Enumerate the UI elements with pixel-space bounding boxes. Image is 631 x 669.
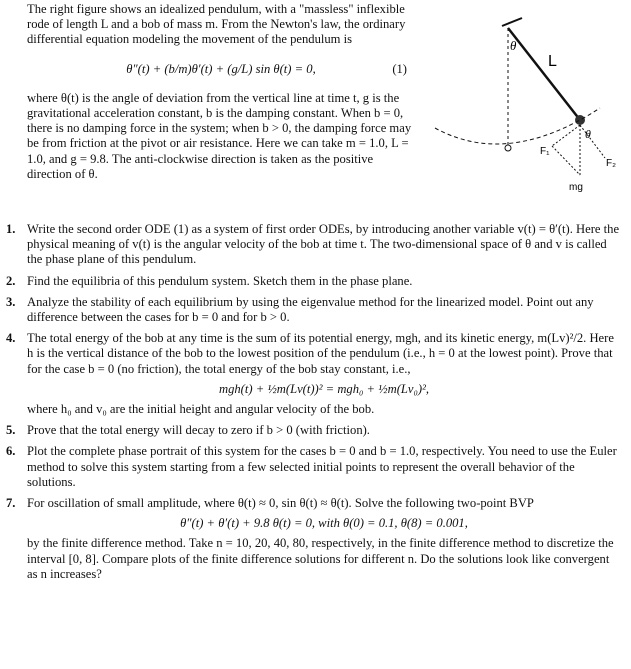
question-item xyxy=(0,423,631,438)
intro-section xyxy=(27,2,415,182)
intro-paragraph-2: where θ(t) is the angle of deviation from the vertical line at time t, g is the gravitational acceleration constant, b is the damping constant. When b = 0, there is no damping force in the system; when b > 0, the damping force may be from friction at the pivot or air resistance. Here we can take m = 1.0, L = 1.0, and g = 9.8. The anti-clockwise direction is taken as the positive direction of θ. xyxy=(27,90,412,181)
question-text: The total energy of the bob at any time is the sum of its potential energy, mgh, and its kinetic energy, m(Lv)²/2. Here h is the vertical distance of the bob to the lowest position of the pendulum (i.e., h = 0 at the lowest point). Prove that for the case b = 0 (no friction), the total energy of the bob stay constant, i.e., xyxy=(27,331,614,376)
question-number: 6. xyxy=(6,444,16,459)
question-item xyxy=(0,274,631,289)
bvp-equation: θ″(t) + θ′(t) + 9.8 θ(t) = 0, with θ(0) = 0.1, θ(8) = 0.001, xyxy=(180,516,468,531)
question-list xyxy=(0,222,631,588)
question-item xyxy=(0,444,631,490)
question-followup-text: where h₀ and v₀ are the initial height and angular velocity of the bob. xyxy=(27,402,375,417)
f2-label: F₂ xyxy=(606,158,616,169)
theta-bob-label: θ xyxy=(585,127,591,141)
equation-number: (1) xyxy=(392,61,407,76)
question-item xyxy=(0,331,631,417)
energy-equation: mgh(t) + ½m(Lv(t))² = mgh₀ + ½m(Lv₀)², xyxy=(218,381,430,396)
pendulum-diagram xyxy=(430,0,630,200)
question-text: For oscillation of small amplitude, where θ(t) ≈ 0, sin θ(t) ≈ θ(t). Solve the following two-point BVP xyxy=(27,496,534,511)
question-number: 5. xyxy=(6,423,16,438)
question-text: Plot the complete phase portrait of this system for the cases b = 0 and b = 1.0, respectively. You need to use the Euler method to solve this system starting from a few selected initial points to represent the overall behavior of the solutions. xyxy=(27,444,617,489)
length-label: L xyxy=(548,53,557,70)
question-text: Analyze the stability of each equilibrium by using the eigenvalue method for the linearized model. Point out any difference between the cases for b = 0 and for b > 0. xyxy=(27,294,594,325)
pivot-mount xyxy=(502,18,522,26)
question-text: Prove that the total energy will decay to zero if b > 0 (with friction). xyxy=(27,423,370,438)
f1-label: F₁ xyxy=(540,146,550,157)
force-f2-vector xyxy=(580,125,605,158)
question-number: 1. xyxy=(6,222,16,236)
question-item xyxy=(0,295,631,325)
force-parallelogram-edge xyxy=(552,146,580,175)
question-item xyxy=(0,496,631,582)
question-number: 3. xyxy=(6,294,16,309)
intro-paragraph-1: The right figure shows an idealized pendulum, with a "massless" inflexible rode of length L and a bob of mass m. From the Newton's law, the ordinary differential equation modeling the movement of the pendulum is xyxy=(27,2,406,47)
question-number: 2. xyxy=(6,273,16,288)
question-text: Write the second order ODE (1) as a system of first order ODEs, by introducing another variable v(t) = θ′(t). Here the physical meaning of v(t) is the angular velocity of the bob at time t. The two-dimensional space of θ and v is called the phase plane of this pendulum. xyxy=(27,222,620,267)
question-number: 7. xyxy=(6,496,16,511)
pendulum-figure xyxy=(430,0,630,200)
question-text: Find the equilibria of this pendulum system. Sketch them in the phase plane. xyxy=(27,273,413,288)
question-followup-text: by the finite difference method. Take n = 10, 20, 40, 80, respectively, in the finite difference method to discretize the interval [0, 8]. Compare plots of the finite difference solutions for different n. Do the solutions look like convergent as n increases? xyxy=(27,536,614,581)
ode-equation xyxy=(27,62,415,77)
question-number: 4. xyxy=(6,331,16,346)
mg-label: mg xyxy=(569,182,583,193)
ode-equation-text: θ″(t) + (b/m)θ′(t) + (g/L) sin θ(t) = 0, xyxy=(126,61,316,76)
force-f1-vector xyxy=(552,125,580,146)
pendulum-rod xyxy=(508,28,580,120)
pendulum-bob xyxy=(575,115,585,125)
question-item xyxy=(0,222,631,268)
theta-top-label: θ xyxy=(510,38,517,53)
